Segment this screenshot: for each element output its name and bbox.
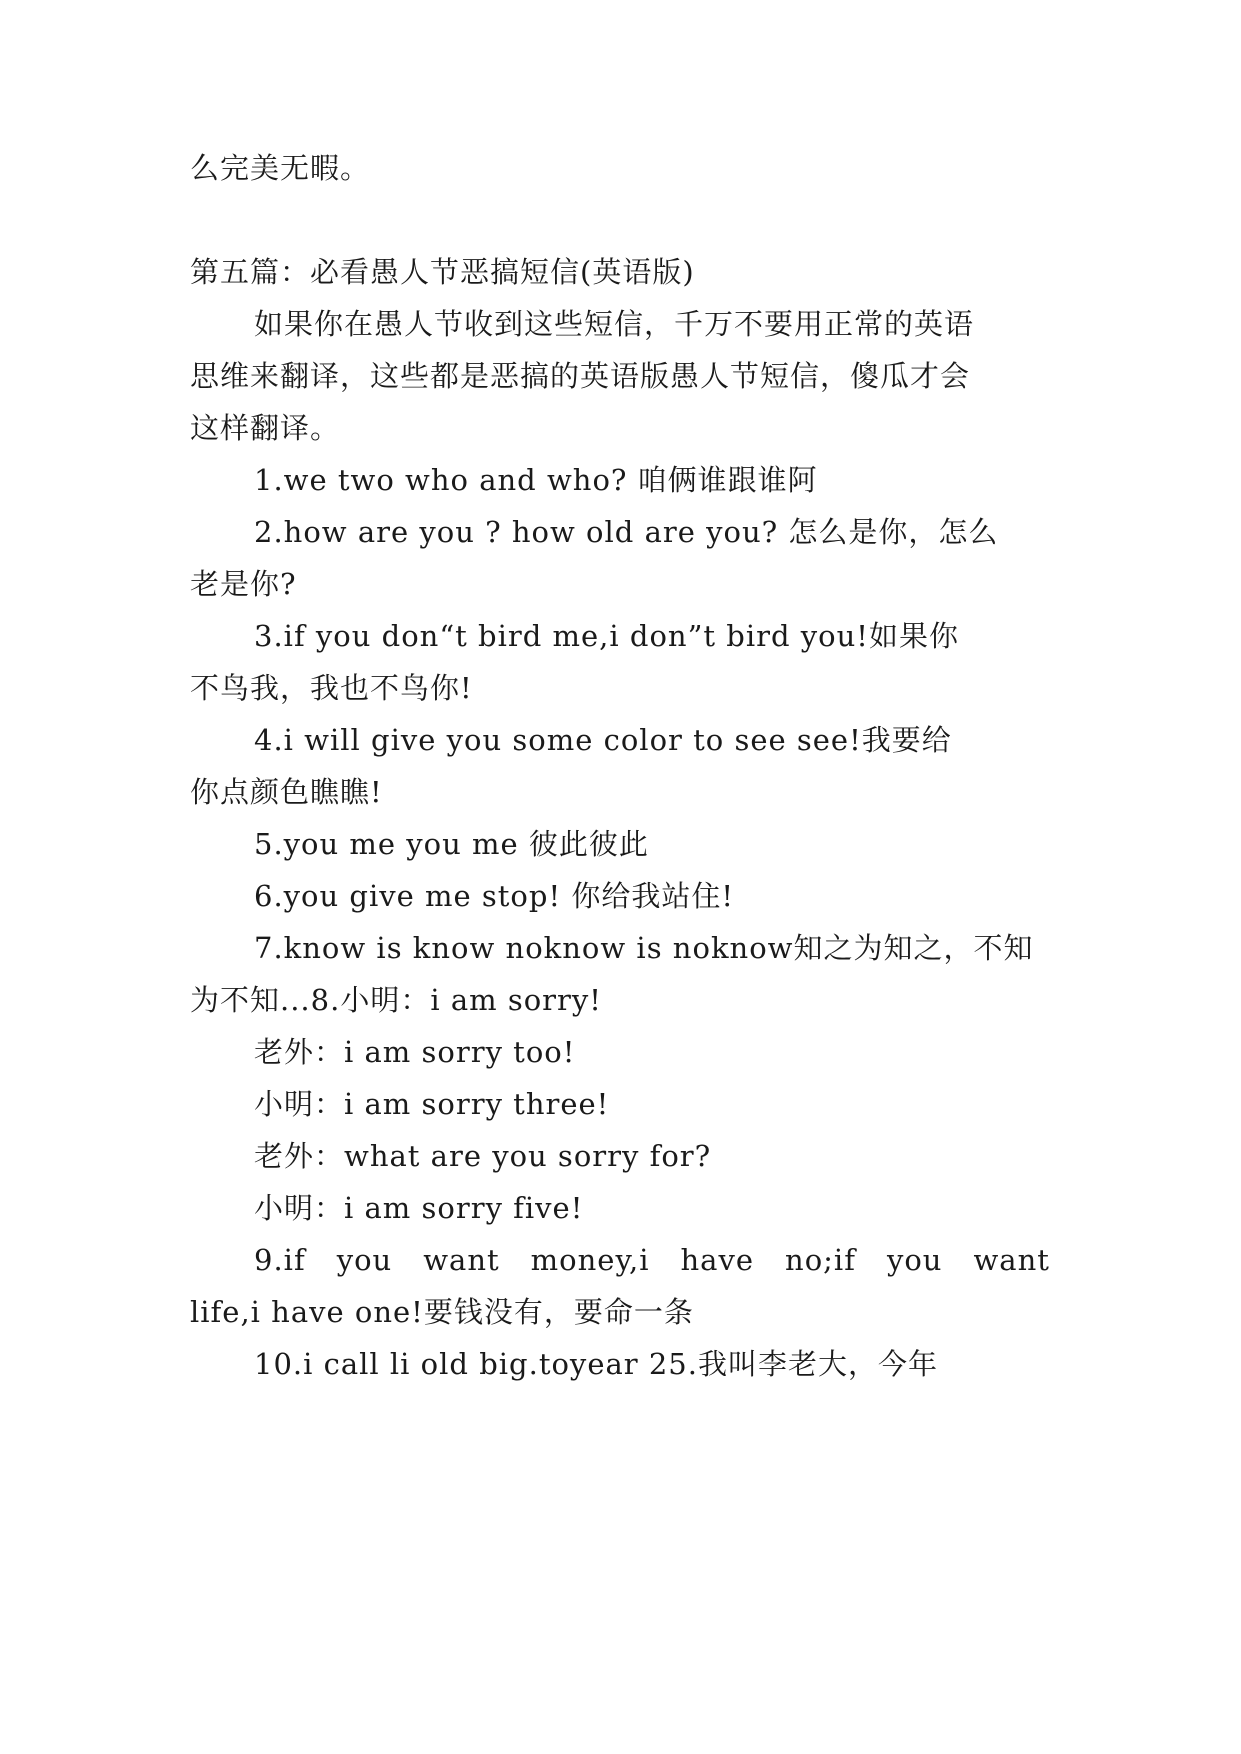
text-line: 么完美无暇。 — [190, 151, 371, 185]
word: you — [886, 1243, 943, 1277]
list-item-continuation: 老是你? — [190, 567, 297, 601]
section-heading: 第五篇：必看愚人节恶搞短信(英语版) — [190, 255, 695, 289]
dialogue-line: 老外：i am sorry too! — [254, 1035, 576, 1069]
list-item-justified — [254, 1240, 1050, 1280]
list-item: 4.i will give you some color to see see!我要给 — [254, 723, 952, 757]
list-item: 2.how are you ? how old are you? 怎么是你，怎么 — [254, 515, 999, 549]
word: you — [336, 1243, 393, 1277]
dialogue-line: 小明：i am sorry five! — [254, 1191, 584, 1225]
list-item: 3.if you don“t bird me,i don”t bird you!如果你 — [254, 619, 959, 653]
word: want — [423, 1243, 500, 1277]
dialogue-line: 老外：what are you sorry for? — [254, 1139, 712, 1173]
list-item: 1.we two who and who? 咱俩谁跟谁阿 — [254, 463, 818, 497]
word: 9.if — [254, 1243, 306, 1277]
list-item-continuation: 为不知...8.小明：i am sorry! — [190, 983, 602, 1017]
word: no;if — [785, 1243, 856, 1277]
word: want — [973, 1243, 1050, 1277]
paragraph-line: 这样翻译。 — [190, 411, 341, 445]
paragraph-line: 如果你在愚人节收到这些短信，千万不要用正常的英语 — [254, 307, 975, 341]
list-item: 7.know is know noknow is noknow知之为知之，不知 — [254, 931, 1034, 965]
dialogue-line: 小明：i am sorry three! — [254, 1087, 610, 1121]
list-item: 5.you me you me 彼此彼此 — [254, 827, 649, 861]
list-item-continuation: 不鸟我，我也不鸟你! — [190, 671, 473, 705]
word: money,i — [530, 1243, 650, 1277]
list-item-continuation: life,i have one!要钱没有，要命一条 — [190, 1295, 694, 1329]
list-item: 6.you give me stop! 你给我站住! — [254, 879, 734, 913]
paragraph-line: 思维来翻译，这些都是恶搞的英语版愚人节短信，傻瓜才会 — [190, 359, 971, 393]
word: have — [680, 1243, 755, 1277]
list-item-continuation: 你点颜色瞧瞧! — [190, 775, 383, 809]
list-item: 10.i call li old big.toyear 25.我叫李老大，今年 — [254, 1347, 938, 1381]
